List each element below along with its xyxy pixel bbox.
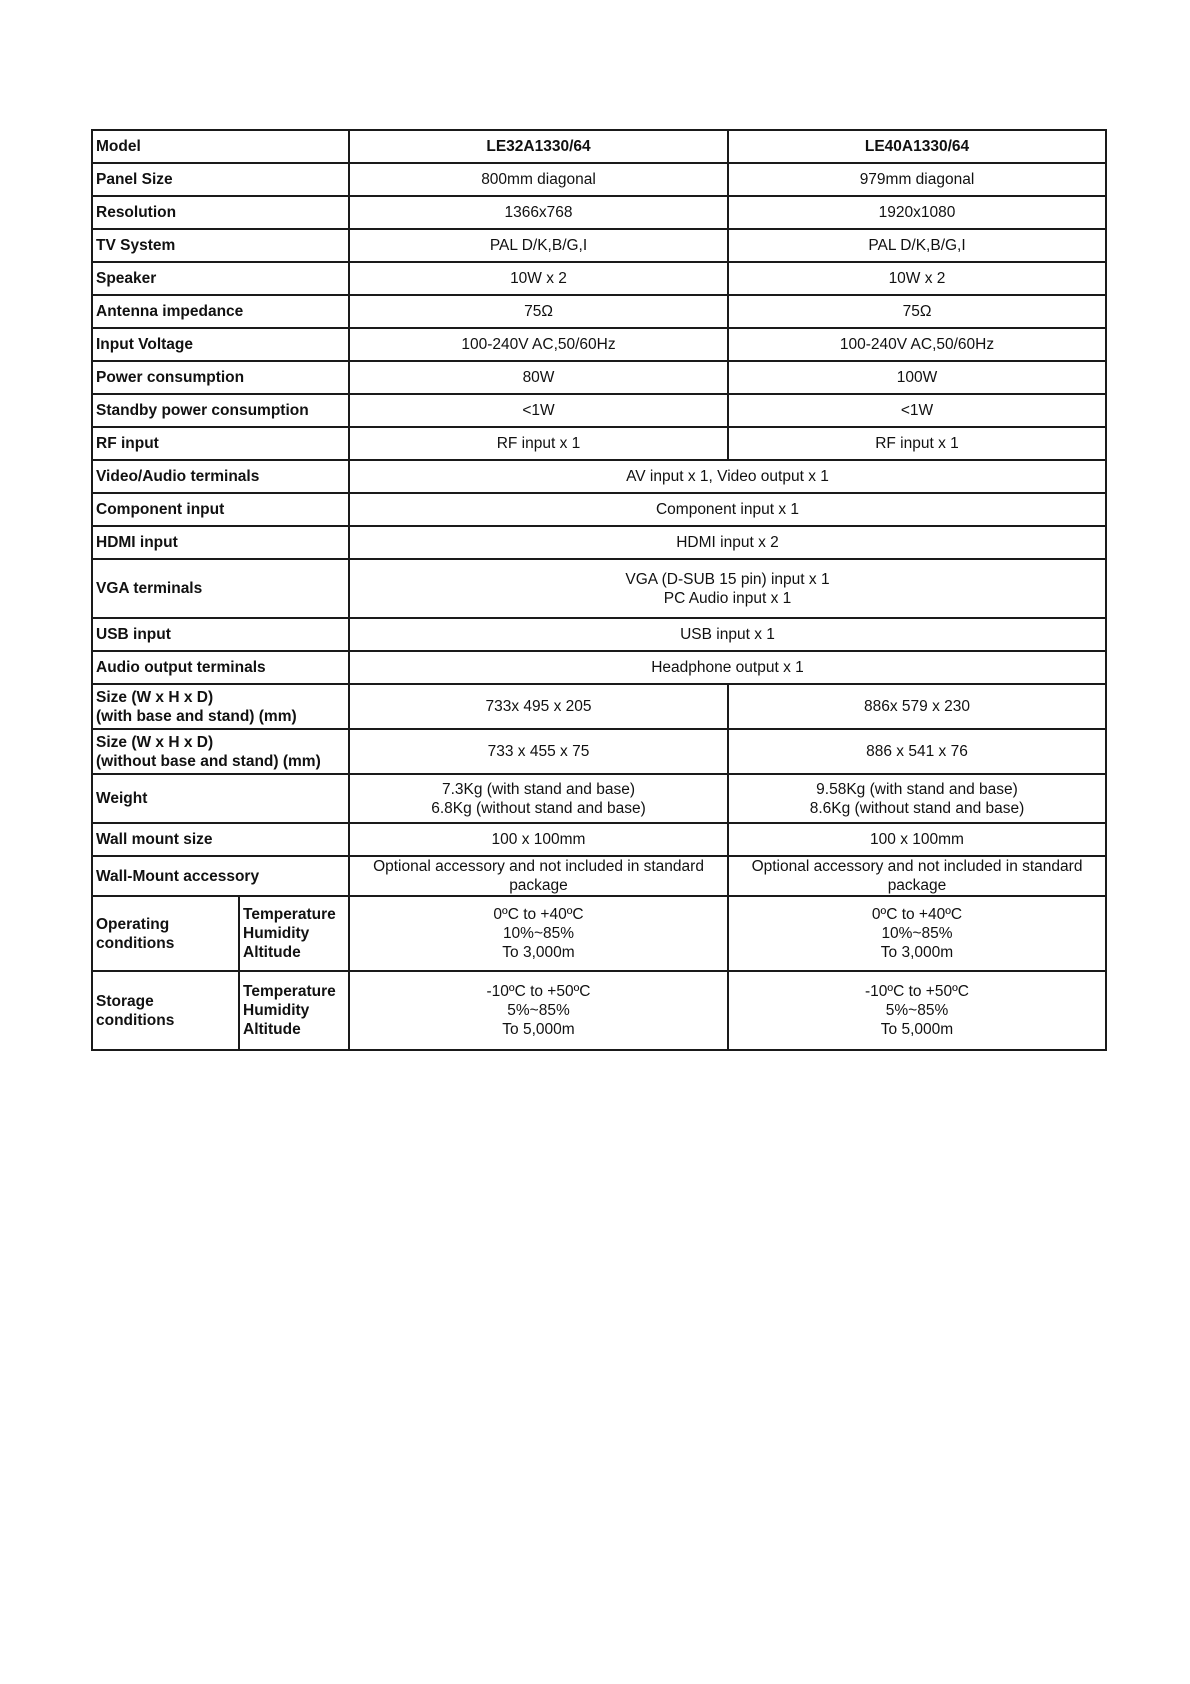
- value-cell: [349, 971, 728, 1050]
- sub-label-line: Humidity: [243, 1002, 310, 1019]
- table-row-tv-system: [92, 229, 1106, 262]
- value-cell: 100-240V AC,50/60Hz: [728, 328, 1106, 361]
- row-label: [92, 684, 349, 729]
- shared-value-cell: AV input x 1, Video output x 1: [349, 460, 1106, 493]
- value-line: Optional accessory and not included in standard: [373, 858, 704, 875]
- row-label: Weight: [92, 774, 349, 823]
- value-cell: [349, 856, 728, 896]
- row-label: USB input: [92, 618, 349, 651]
- value-cell: PAL D/K,B/G,I: [349, 229, 728, 262]
- value-line: package: [887, 877, 947, 894]
- spec-table: [91, 129, 1107, 1051]
- label-line: Operating: [96, 915, 170, 933]
- value-line: 5%~85%: [885, 1002, 949, 1019]
- sub-label-line: Temperature: [243, 906, 336, 923]
- label-line: Size (W x H x D): [96, 688, 214, 706]
- sub-label-line: Altitude: [243, 944, 301, 961]
- value-cell: 10W x 2: [349, 262, 728, 295]
- table-row-weight: [92, 774, 1106, 823]
- value-cell: [349, 896, 728, 971]
- shared-value-cell: USB input x 1: [349, 618, 1106, 651]
- row-label: Power consumption: [92, 361, 349, 394]
- value-cell: 80W: [349, 361, 728, 394]
- row-label: HDMI input: [92, 526, 349, 559]
- value-cell: [728, 896, 1106, 971]
- value-cell: 733x 495 x 205: [349, 684, 728, 729]
- value-cell: <1W: [728, 394, 1106, 427]
- table-row-usb-input: [92, 618, 1106, 651]
- value-line: 10%~85%: [502, 925, 575, 942]
- value-line: 10%~85%: [881, 925, 953, 942]
- value-cell: 10W x 2: [728, 262, 1106, 295]
- label-line: conditions: [96, 1011, 175, 1029]
- value-line: -10ºC to +50ºC: [865, 983, 969, 1000]
- value-line: 0ºC to +40ºC: [871, 906, 963, 923]
- row-label: Antenna impedance: [92, 295, 349, 328]
- value-cell: [349, 774, 728, 823]
- label-line: (with base and stand) (mm): [96, 707, 297, 725]
- value-cell: 75Ω: [728, 295, 1106, 328]
- row-label: Model: [92, 130, 349, 163]
- row-label: [92, 729, 349, 774]
- table-row-audio-output: [92, 651, 1106, 684]
- model-1-cell: LE32A1330/64: [349, 130, 728, 163]
- label-line: Size (W x H x D): [96, 733, 214, 751]
- value-cell: [728, 774, 1106, 823]
- table-row-size-with-stand: [92, 684, 1106, 729]
- table-row-wall-mount-size: [92, 823, 1106, 856]
- table-row-resolution: [92, 196, 1106, 229]
- label-line: conditions: [96, 934, 175, 952]
- model-2-cell: LE40A1330/64: [728, 130, 1106, 163]
- value-line: 5%~85%: [507, 1002, 570, 1019]
- value-cell: RF input x 1: [728, 427, 1106, 460]
- value-line: To 3,000m: [502, 944, 575, 961]
- value-cell: 1920x1080: [728, 196, 1106, 229]
- table-row-operating-conditions: [92, 896, 1106, 971]
- table-row-power-consumption: [92, 361, 1106, 394]
- row-label: Wall-Mount accessory: [92, 856, 349, 896]
- value-cell: 800mm diagonal: [349, 163, 728, 196]
- value-cell: 1366x768: [349, 196, 728, 229]
- table-row-rf-input: [92, 427, 1106, 460]
- shared-value-cell: Headphone output x 1: [349, 651, 1106, 684]
- row-label: VGA terminals: [92, 559, 349, 618]
- value-cell: 100 x 100mm: [349, 823, 728, 856]
- row-label: TV System: [92, 229, 349, 262]
- table-row-video-audio: [92, 460, 1106, 493]
- row-label: Component input: [92, 493, 349, 526]
- value-cell: 733 x 455 x 75: [349, 729, 728, 774]
- value-line: To 5,000m: [502, 1021, 575, 1038]
- table-row-panel-size: [92, 163, 1106, 196]
- row-label: [92, 971, 239, 1050]
- value-cell: 100W: [728, 361, 1106, 394]
- value-line: To 5,000m: [880, 1021, 954, 1038]
- sub-label-cell: [239, 971, 349, 1050]
- row-label: Wall mount size: [92, 823, 349, 856]
- value-cell: 75Ω: [349, 295, 728, 328]
- table-row-standby-power: [92, 394, 1106, 427]
- value-line: 8.6Kg (without stand and base): [809, 799, 1025, 817]
- sub-label-cell: [239, 896, 349, 971]
- value-cell: <1W: [349, 394, 728, 427]
- label-line: (without base and stand) (mm): [96, 752, 321, 770]
- shared-value-cell: [349, 559, 1106, 618]
- value-line: 6.8Kg (without stand and base): [431, 799, 646, 817]
- table-row-hdmi-input: [92, 526, 1106, 559]
- sub-label-line: Temperature: [243, 983, 336, 1000]
- value-line: PC Audio input x 1: [663, 589, 792, 607]
- shared-value-cell: HDMI input x 2: [349, 526, 1106, 559]
- value-line: package: [509, 877, 568, 894]
- row-label: Panel Size: [92, 163, 349, 196]
- value-cell: 100-240V AC,50/60Hz: [349, 328, 728, 361]
- value-cell: 979mm diagonal: [728, 163, 1106, 196]
- value-cell: [728, 856, 1106, 896]
- sub-label-line: Altitude: [243, 1021, 301, 1038]
- value-cell: PAL D/K,B/G,I: [728, 229, 1106, 262]
- table-row-input-voltage: [92, 328, 1106, 361]
- value-line: 9.58Kg (with stand and base): [816, 780, 1018, 798]
- row-label: Standby power consumption: [92, 394, 349, 427]
- value-cell: 886 x 541 x 76: [728, 729, 1106, 774]
- value-line: 7.3Kg (with stand and base): [441, 780, 635, 798]
- row-label: Video/Audio terminals: [92, 460, 349, 493]
- table-row-size-without-stand: [92, 729, 1106, 774]
- sub-label-line: Humidity: [243, 925, 310, 942]
- value-cell: 886x 579 x 230: [728, 684, 1106, 729]
- table-row-model: [92, 130, 1106, 163]
- value-line: To 3,000m: [880, 944, 954, 961]
- shared-value-cell: Component input x 1: [349, 493, 1106, 526]
- table-row-vga: [92, 559, 1106, 618]
- row-label: Audio output terminals: [92, 651, 349, 684]
- value-line: 0ºC to +40ºC: [493, 906, 584, 923]
- row-label: Input Voltage: [92, 328, 349, 361]
- row-label: RF input: [92, 427, 349, 460]
- value-line: -10ºC to +50ºC: [486, 983, 591, 1000]
- row-label: [92, 896, 239, 971]
- value-line: Optional accessory and not included in standard: [751, 858, 1083, 875]
- table-row-antenna-impedance: [92, 295, 1106, 328]
- table-row-component-input: [92, 493, 1106, 526]
- table-row-storage-conditions: [92, 971, 1106, 1050]
- value-cell: [728, 971, 1106, 1050]
- table-row-wall-mount-accessory: [92, 856, 1106, 896]
- label-line: Storage: [96, 992, 154, 1010]
- row-label: Speaker: [92, 262, 349, 295]
- value-line: VGA (D-SUB 15 pin) input x 1: [625, 570, 830, 588]
- value-cell: 100 x 100mm: [728, 823, 1106, 856]
- table-row-speaker: [92, 262, 1106, 295]
- row-label: Resolution: [92, 196, 349, 229]
- value-cell: RF input x 1: [349, 427, 728, 460]
